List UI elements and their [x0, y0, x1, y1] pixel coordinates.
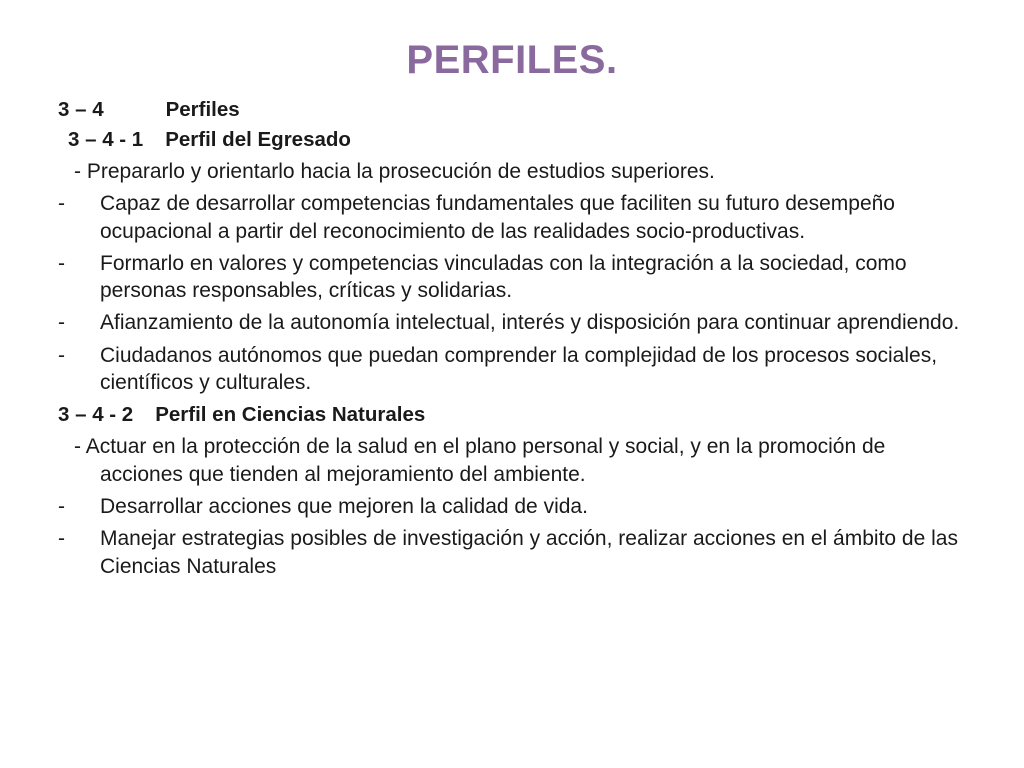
list-item-marker: -: [74, 160, 81, 183]
list-item-marker: -: [58, 527, 65, 551]
list-item: [58, 525, 966, 580]
slide-body: [0, 82, 1024, 580]
list-item: [58, 190, 966, 245]
heading-perfil-ciencias-number: 3 – 4 - 2: [58, 403, 134, 427]
heading-perfiles-number: 3 – 4: [58, 98, 104, 121]
list-item-text: Prepararlo y orientarlo hacia la prosecución de estudios superiores.: [86, 160, 715, 183]
list-item-text: Capaz de desarrollar competencias fundamentales que faciliten su futuro desempeño ocupacional a partir del reconocimiento de las realidades socio-productivas.: [100, 192, 895, 243]
list-item-text: Ciudadanos autónomos que puedan comprender la complejidad de los procesos sociales, científicos y culturales.: [100, 343, 938, 395]
list-item: [58, 493, 966, 520]
page-title: PERFILES.: [406, 38, 618, 82]
list-item-text: Desarrollar acciones que mejoren la calidad de vida.: [100, 494, 588, 518]
list-item-marker: -: [58, 311, 65, 335]
list-item-marker: -: [58, 251, 65, 275]
list-item: [58, 309, 966, 336]
heading-perfil-egresado-number: 3 – 4 - 1: [68, 128, 144, 151]
heading-perfiles-label: Perfiles: [165, 98, 240, 121]
heading-perfil-ciencias-label: Perfil en Ciencias Naturales: [155, 403, 426, 427]
list-item-text: Formarlo en valores y competencias vinculadas con la integración a la sociedad, como personas responsables, críticas y solidarias.: [100, 251, 907, 303]
list-item-marker: -: [58, 494, 65, 518]
list-item: [58, 433, 966, 488]
list-item: [58, 342, 966, 397]
list-item-text: Manejar estrategias posibles de investigación y acción, realizar acciones en el ámbito de las Ciencias Naturales: [100, 527, 958, 578]
list-item-marker: -: [58, 192, 65, 216]
heading-perfil-egresado: [58, 128, 966, 152]
list-item-text: Actuar en la protección de la salud en el plano personal y social, y en la promoción de acciones que tienden al mejoramiento del ambiente.: [85, 435, 886, 486]
list-item-text: Afianzamiento de la autonomía intelectual, interés y disposición para continuar aprendiendo.: [100, 311, 960, 335]
list-item-marker: -: [74, 435, 81, 459]
list-item: [58, 250, 966, 305]
heading-perfil-ciencias-naturales: [58, 403, 966, 427]
list-item: [58, 158, 966, 185]
heading-perfil-egresado-label: Perfil del Egresado: [165, 128, 351, 151]
heading-perfiles: [58, 98, 966, 122]
list-item-marker: -: [58, 343, 65, 367]
